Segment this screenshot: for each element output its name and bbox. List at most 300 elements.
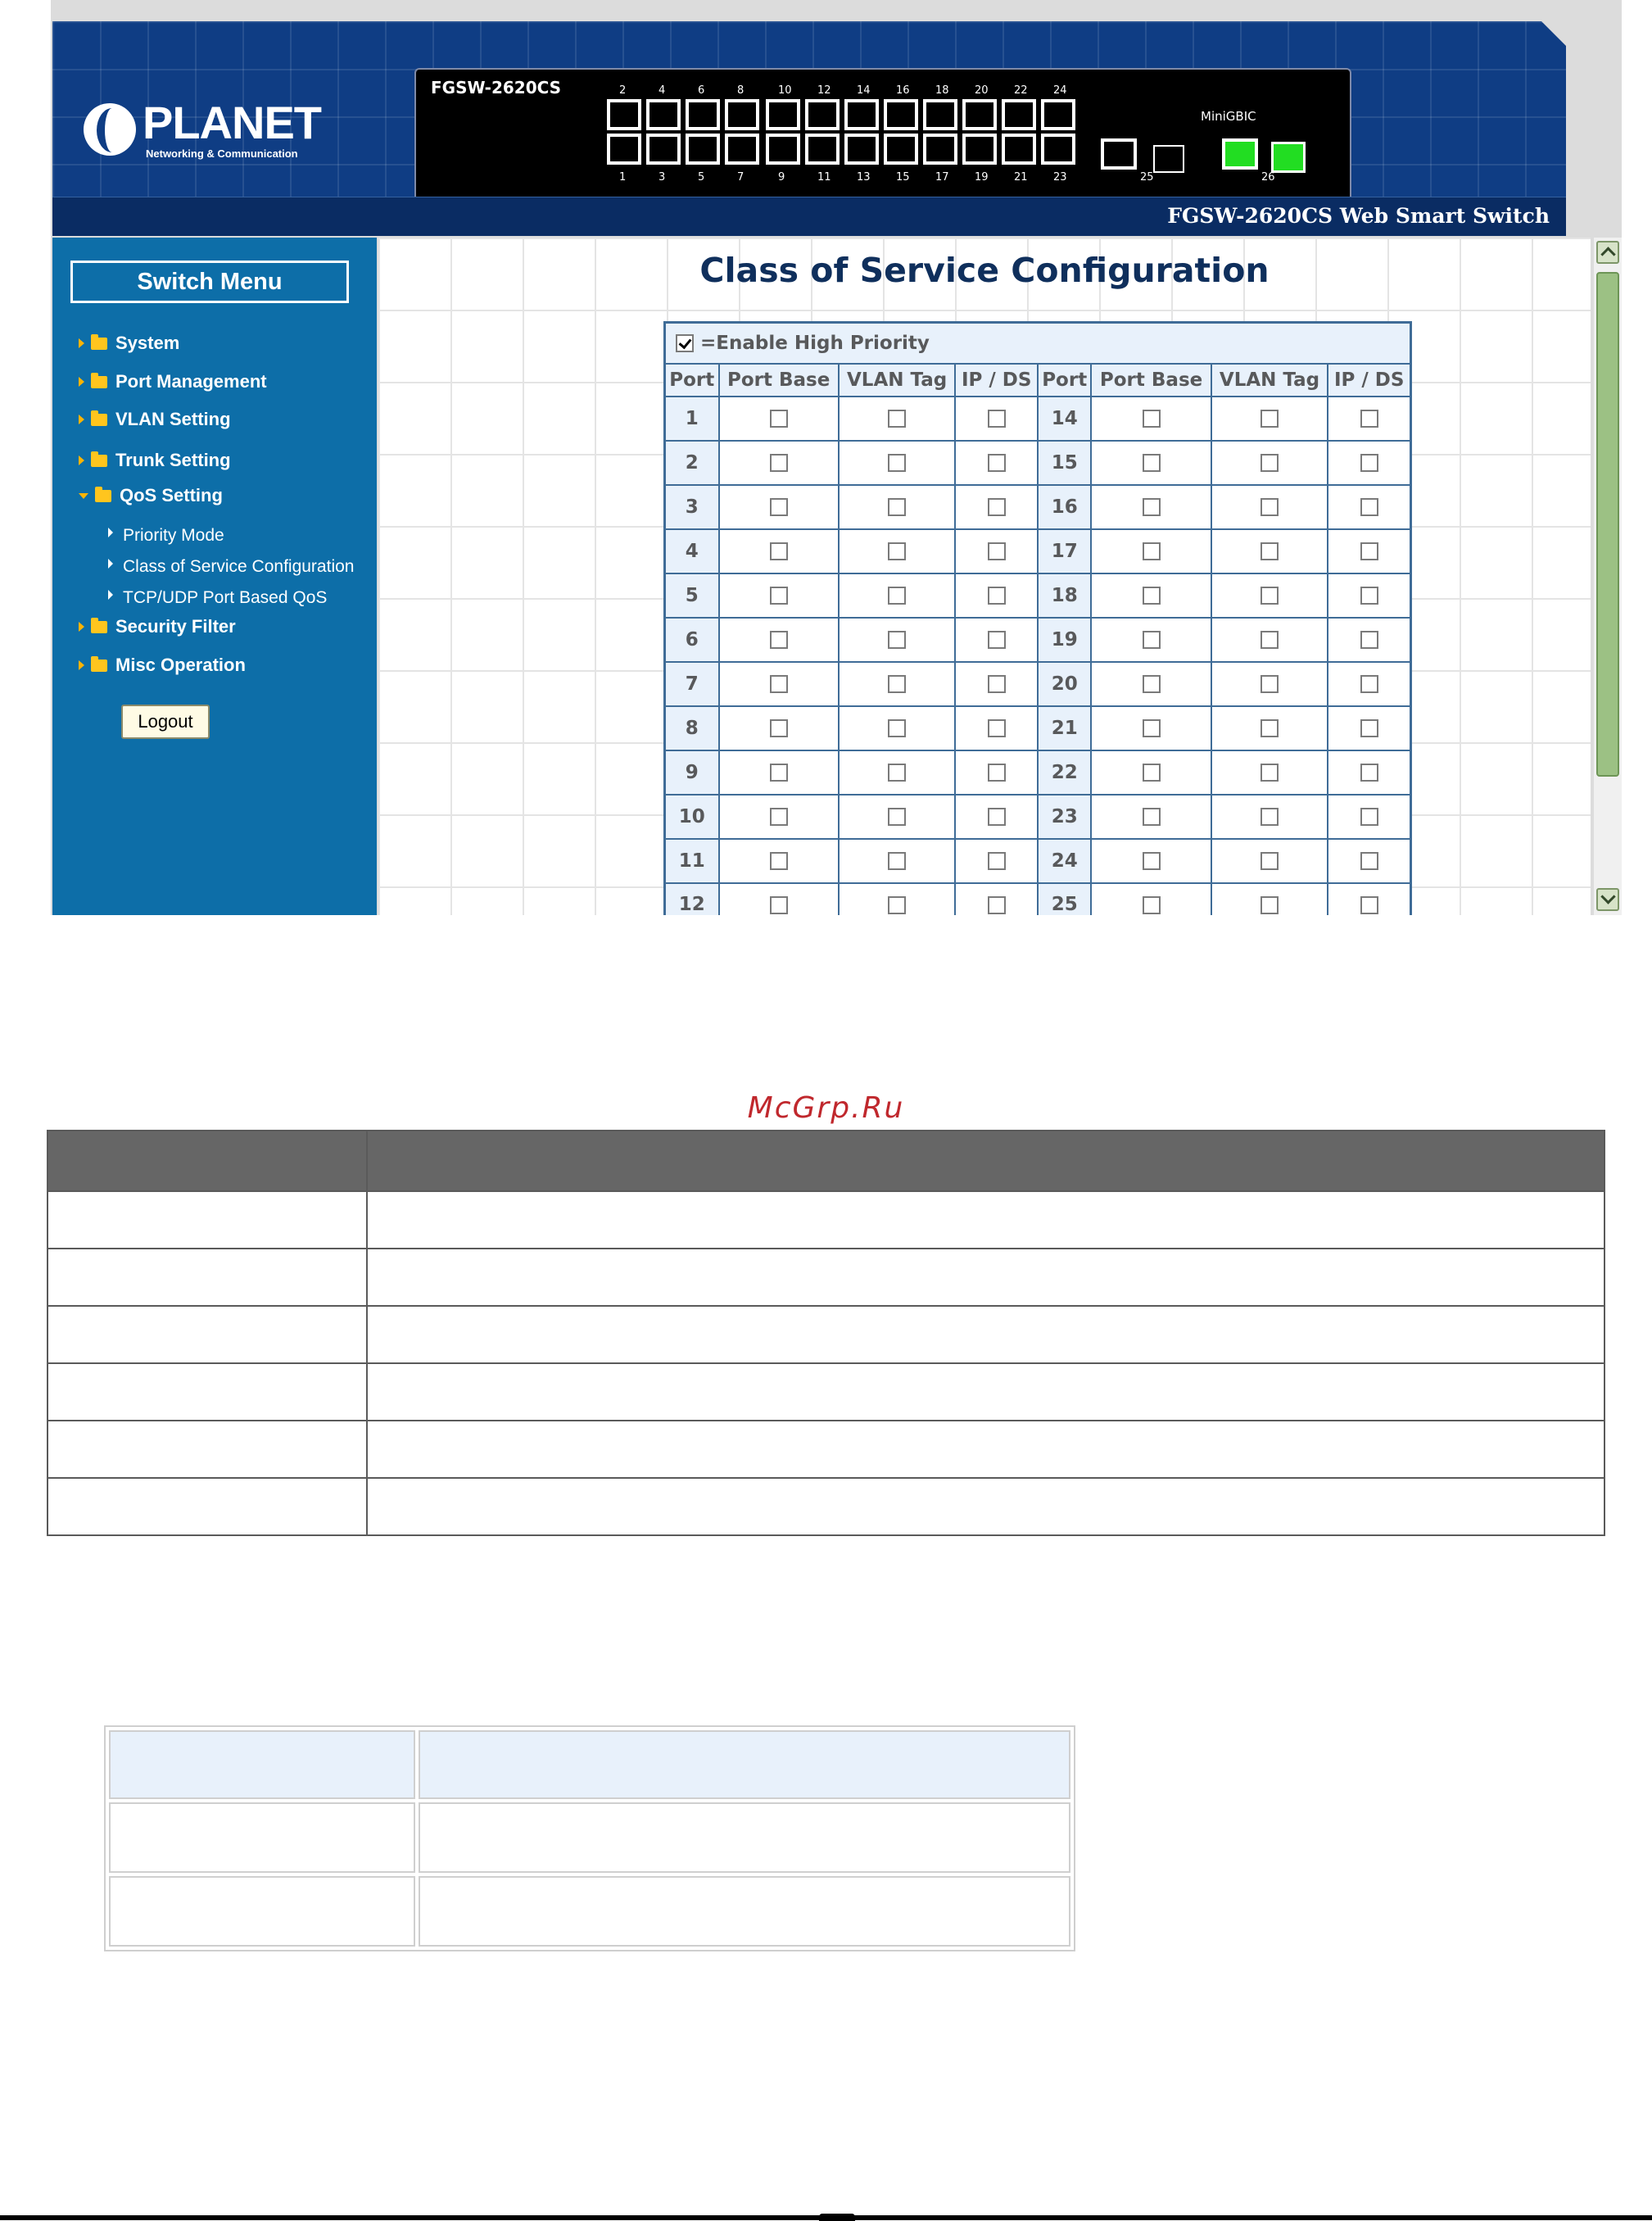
port-number-cell: 9 <box>665 750 719 795</box>
checkbox-cell <box>1211 839 1328 883</box>
ip-ds-checkbox[interactable] <box>988 852 1006 870</box>
port-number-top: 22 <box>1014 84 1028 97</box>
watermark: McGrp.Ru <box>747 1091 905 1125</box>
logo-brand: PLANET <box>143 97 321 148</box>
checkbox-cell <box>955 883 1038 916</box>
port-bottom <box>1041 134 1075 165</box>
menu-item-label: QoS Setting <box>120 485 223 505</box>
arrow-right-icon <box>79 622 84 632</box>
checkbox-cell <box>955 662 1038 706</box>
table-row <box>48 1249 1604 1306</box>
port-number-bottom: 11 <box>817 171 831 184</box>
port-number-cell: 11 <box>665 839 719 883</box>
rj45-port-icon <box>644 99 683 168</box>
port-number-bottom: 7 <box>737 171 745 184</box>
checkbox-cell <box>839 883 956 916</box>
arrow-right-icon <box>79 456 84 465</box>
table-row <box>48 1363 1604 1421</box>
panel-model-label: FGSW-2620CS <box>431 78 562 97</box>
table-row <box>665 441 1411 485</box>
ip-ds-checkbox[interactable] <box>1360 498 1378 516</box>
checkbox-cell <box>1328 441 1410 485</box>
table-cell <box>419 1802 1070 1873</box>
submenu-tcp-udp-qos[interactable] <box>108 588 327 608</box>
logo-tagline: Networking & Communication <box>146 147 298 160</box>
port-number-bottom: 3 <box>659 171 666 184</box>
menu-item-port-management[interactable] <box>79 369 267 394</box>
port-base-checkbox[interactable] <box>770 498 788 516</box>
ip-ds-checkbox[interactable] <box>1360 587 1378 605</box>
port-base-checkbox[interactable] <box>770 808 788 826</box>
folder-icon <box>91 338 107 350</box>
globe-icon <box>84 103 136 156</box>
table-row <box>665 618 1411 662</box>
ip-ds-checkbox[interactable] <box>988 896 1006 914</box>
rj45-port-icon <box>722 99 762 168</box>
ip-ds-checkbox[interactable] <box>988 719 1006 737</box>
vlan-tag-checkbox[interactable] <box>888 631 906 649</box>
description-table <box>47 1130 1605 1536</box>
port-number-top: 14 <box>857 84 871 97</box>
menu-item-label: System <box>115 333 180 353</box>
table-row <box>665 662 1411 706</box>
checkbox-cell <box>1211 795 1328 839</box>
port-number-cell: 14 <box>1038 397 1091 441</box>
vlan-tag-checkbox[interactable] <box>888 498 906 516</box>
port-bottom <box>607 134 641 165</box>
checkbox-cell <box>955 750 1038 795</box>
vlan-tag-checkbox[interactable] <box>888 764 906 782</box>
table-row <box>665 706 1411 750</box>
menu-item-misc-operation[interactable] <box>79 653 246 678</box>
port-number-bottom: 21 <box>1014 171 1028 184</box>
port-base-checkbox[interactable] <box>770 454 788 472</box>
vlan-tag-checkbox[interactable] <box>888 454 906 472</box>
arrow-right-icon <box>79 660 84 670</box>
vlan-tag-checkbox[interactable] <box>888 410 906 428</box>
vlan-tag-checkbox[interactable] <box>1260 454 1279 472</box>
checkbox-cell <box>1211 441 1328 485</box>
checkbox-cell <box>1091 485 1211 529</box>
ip-ds-checkbox[interactable] <box>988 454 1006 472</box>
vlan-tag-checkbox[interactable] <box>1260 675 1279 693</box>
ip-ds-checkbox[interactable] <box>1360 719 1378 737</box>
checkbox-cell <box>839 706 956 750</box>
checkbox-cell <box>839 573 956 618</box>
column-header: Port Base <box>719 364 839 397</box>
submenu-priority-mode[interactable] <box>108 526 224 546</box>
planet-logo <box>84 85 346 167</box>
rj45-port-icon <box>881 99 921 168</box>
port-number-cell: 5 <box>665 573 719 618</box>
port-base-checkbox[interactable] <box>770 631 788 649</box>
port-base-checkbox[interactable] <box>1143 896 1161 914</box>
table-header-row <box>665 364 1411 397</box>
port-26-sfp-icon-active <box>1271 142 1306 173</box>
ip-ds-checkbox[interactable] <box>988 587 1006 605</box>
header-cell <box>48 1131 367 1191</box>
logout-button[interactable]: Logout <box>121 705 210 739</box>
port-number-bottom: 15 <box>896 171 910 184</box>
port-bottom <box>844 134 879 165</box>
port-top <box>686 99 720 130</box>
table-header-row <box>109 1730 1070 1799</box>
vlan-tag-checkbox[interactable] <box>888 587 906 605</box>
menu-item-label: Port Management <box>115 371 267 392</box>
checkbox-cell <box>1211 618 1328 662</box>
port-top <box>607 99 641 130</box>
port-number-bottom: 23 <box>1053 171 1067 184</box>
port-number-top: 10 <box>778 84 792 97</box>
column-header: IP / DS <box>1328 364 1410 397</box>
checkbox-cell <box>719 706 839 750</box>
checkbox-cell <box>1211 750 1328 795</box>
arrow-right-icon <box>79 415 84 424</box>
ip-ds-checkbox[interactable] <box>988 764 1006 782</box>
table-cell <box>367 1249 1604 1306</box>
scroll-up-icon[interactable] <box>1596 241 1619 264</box>
port-base-checkbox[interactable] <box>1143 675 1161 693</box>
submenu-label: Class of Service Configuration <box>123 557 355 576</box>
port-number-bottom: 19 <box>975 171 989 184</box>
port-base-checkbox[interactable] <box>770 852 788 870</box>
port-number-bottom: 5 <box>698 171 705 184</box>
port-base-checkbox[interactable] <box>770 896 788 914</box>
arrow-right-icon <box>79 377 84 387</box>
port-base-checkbox[interactable] <box>770 675 788 693</box>
checkbox-cell <box>1328 795 1410 839</box>
folder-open-icon <box>95 490 111 502</box>
menu-item-qos-setting[interactable] <box>79 483 223 508</box>
table-row <box>665 485 1411 529</box>
checkbox-cell <box>1211 529 1328 573</box>
port-number-cell: 19 <box>1038 618 1091 662</box>
port-number-cell: 7 <box>665 662 719 706</box>
submenu-label: Priority Mode <box>123 526 224 545</box>
port-number-cell: 1 <box>665 397 719 441</box>
port-top <box>884 99 918 130</box>
port-25-copper-icon <box>1101 138 1137 170</box>
vlan-tag-checkbox[interactable] <box>1260 852 1279 870</box>
scroll-down-icon[interactable] <box>1596 888 1619 911</box>
port-number-top: 6 <box>698 84 705 97</box>
table-row <box>665 883 1411 916</box>
folder-icon <box>91 621 107 633</box>
browser-screenshot <box>51 0 1622 915</box>
vlan-tag-checkbox[interactable] <box>888 719 906 737</box>
checkbox-cell <box>719 573 839 618</box>
port-number-cell: 8 <box>665 706 719 750</box>
vlan-tag-checkbox[interactable] <box>1260 410 1279 428</box>
port-base-checkbox[interactable] <box>1143 454 1161 472</box>
menu-item-label: Trunk Setting <box>115 450 231 470</box>
port-number-cell: 22 <box>1038 750 1091 795</box>
port-number-top: 24 <box>1053 84 1067 97</box>
menu-item-system[interactable] <box>79 331 179 356</box>
vlan-tag-checkbox[interactable] <box>888 896 906 914</box>
port-base-checkbox[interactable] <box>770 587 788 605</box>
footer-tab <box>819 2214 855 2221</box>
column-header: Port <box>665 364 719 397</box>
folder-icon <box>91 376 107 388</box>
rj45-port-icon <box>842 99 881 168</box>
table-cell <box>48 1478 367 1535</box>
port-bottom <box>884 134 918 165</box>
checkbox-cell <box>839 397 956 441</box>
header-cell <box>109 1730 415 1799</box>
minigbic-label: MiniGBIC <box>1201 109 1256 124</box>
checkbox-cell <box>1328 883 1410 916</box>
checkbox-cell <box>1211 397 1328 441</box>
submenu-class-of-service[interactable] <box>108 557 354 577</box>
checkbox-cell <box>719 795 839 839</box>
port-base-checkbox[interactable] <box>1143 808 1161 826</box>
port-base-checkbox[interactable] <box>1143 631 1161 649</box>
table-row <box>665 750 1411 795</box>
ip-ds-checkbox[interactable] <box>988 631 1006 649</box>
checkbox-cell <box>1091 441 1211 485</box>
checkbox-cell <box>1328 529 1410 573</box>
vlan-tag-checkbox[interactable] <box>1260 719 1279 737</box>
port-base-checkbox[interactable] <box>1143 719 1161 737</box>
switch-menu <box>52 238 377 915</box>
checkbox-cell <box>1328 573 1410 618</box>
menu-item-trunk-setting[interactable] <box>79 448 231 473</box>
port-number-cell: 6 <box>665 618 719 662</box>
rj45-port-icon <box>683 99 722 168</box>
table-header-row <box>48 1131 1604 1191</box>
table-cell <box>109 1876 415 1947</box>
checkbox-cell <box>1091 573 1211 618</box>
table-cell <box>48 1249 367 1306</box>
ip-ds-checkbox[interactable] <box>988 410 1006 428</box>
checkbox-cell <box>1091 795 1211 839</box>
arrow-down-icon <box>79 493 88 499</box>
vertical-scrollbar[interactable] <box>1594 238 1622 915</box>
ip-ds-checkbox[interactable] <box>1360 675 1378 693</box>
table-cell <box>367 1363 1604 1421</box>
vlan-tag-checkbox[interactable] <box>888 808 906 826</box>
scroll-thumb[interactable] <box>1596 272 1619 777</box>
checkbox-cell <box>1328 750 1410 795</box>
ip-ds-checkbox[interactable] <box>988 808 1006 826</box>
table-row <box>48 1191 1604 1249</box>
table-cell <box>367 1191 1604 1249</box>
port-base-checkbox[interactable] <box>770 764 788 782</box>
vlan-tag-checkbox[interactable] <box>888 675 906 693</box>
rj45-port-icon <box>803 99 842 168</box>
checked-checkbox-icon <box>676 334 694 352</box>
port-number-cell: 15 <box>1038 441 1091 485</box>
port-number-cell: 25 <box>1038 883 1091 916</box>
port-base-checkbox[interactable] <box>1143 852 1161 870</box>
table-row <box>665 529 1411 573</box>
checkbox-cell <box>719 883 839 916</box>
port-number-cell: 12 <box>665 883 719 916</box>
port-base-checkbox[interactable] <box>1143 764 1161 782</box>
ip-ds-checkbox[interactable] <box>1360 896 1378 914</box>
port-number-bottom: 13 <box>857 171 871 184</box>
ip-ds-checkbox[interactable] <box>1360 764 1378 782</box>
checkbox-cell <box>719 618 839 662</box>
table-cell <box>48 1191 367 1249</box>
port-top <box>805 99 840 130</box>
vlan-tag-checkbox[interactable] <box>1260 542 1279 560</box>
checkbox-cell <box>1211 573 1328 618</box>
vlan-tag-checkbox[interactable] <box>1260 498 1279 516</box>
table-row <box>48 1306 1604 1363</box>
checkbox-cell <box>955 795 1038 839</box>
cos-table <box>663 321 1412 915</box>
port-number-top: 12 <box>817 84 831 97</box>
switch-front-panel <box>414 68 1351 204</box>
table-cell <box>367 1306 1604 1363</box>
port-number-top: 20 <box>975 84 989 97</box>
arrow-right-icon <box>79 338 84 348</box>
column-header: VLAN Tag <box>1211 364 1328 397</box>
checkbox-cell <box>839 485 956 529</box>
port-number-cell: 4 <box>665 529 719 573</box>
table-cell <box>367 1478 1604 1535</box>
folder-icon <box>91 455 107 467</box>
port-number-cell: 21 <box>1038 706 1091 750</box>
port-bottom <box>1002 134 1036 165</box>
table-row <box>665 573 1411 618</box>
port-number-top: 4 <box>659 84 666 97</box>
ip-ds-checkbox[interactable] <box>1360 542 1378 560</box>
table-row <box>109 1876 1070 1947</box>
vlan-tag-checkbox[interactable] <box>1260 896 1279 914</box>
port-number-top: 18 <box>935 84 949 97</box>
folder-icon <box>91 414 107 426</box>
port-bottom <box>766 134 800 165</box>
port-base-checkbox[interactable] <box>770 719 788 737</box>
port-number-top: 8 <box>737 84 745 97</box>
checkbox-cell <box>719 397 839 441</box>
checkbox-cell <box>839 795 956 839</box>
checkbox-cell <box>839 750 956 795</box>
legend-cell <box>665 323 1411 364</box>
checkbox-cell <box>1211 485 1328 529</box>
checkbox-cell <box>719 485 839 529</box>
folder-icon <box>91 660 107 672</box>
port-number-cell: 18 <box>1038 573 1091 618</box>
port-number-cell: 2 <box>665 441 719 485</box>
checkbox-cell <box>839 839 956 883</box>
ip-ds-checkbox[interactable] <box>1360 631 1378 649</box>
column-header: Port Base <box>1091 364 1211 397</box>
vlan-tag-checkbox[interactable] <box>888 542 906 560</box>
port-base-checkbox[interactable] <box>1143 542 1161 560</box>
checkbox-cell <box>719 839 839 883</box>
checkbox-cell <box>955 529 1038 573</box>
menu-item-label: Security Filter <box>115 616 236 637</box>
vlan-tag-checkbox[interactable] <box>888 852 906 870</box>
port-top <box>1041 99 1075 130</box>
bullet-triangle-icon <box>108 528 113 537</box>
checkbox-cell <box>719 441 839 485</box>
ip-ds-checkbox[interactable] <box>1360 808 1378 826</box>
checkbox-cell <box>719 750 839 795</box>
port-group <box>921 99 1078 168</box>
switch-title: FGSW-2620CS Web Smart Switch <box>1167 204 1550 228</box>
header-cell <box>367 1131 1604 1191</box>
ip-ds-checkbox[interactable] <box>1360 454 1378 472</box>
ip-ds-checkbox[interactable] <box>1360 410 1378 428</box>
vlan-tag-checkbox[interactable] <box>1260 808 1279 826</box>
port-bottom <box>686 134 720 165</box>
checkbox-cell <box>1091 529 1211 573</box>
checkbox-cell <box>1091 839 1211 883</box>
checkbox-cell <box>955 706 1038 750</box>
checkbox-cell <box>1091 750 1211 795</box>
port-25-label: 25 <box>1140 171 1154 184</box>
vlan-tag-checkbox[interactable] <box>1260 587 1279 605</box>
port-number-cell: 23 <box>1038 795 1091 839</box>
port-26-label: 26 <box>1261 171 1275 184</box>
checkbox-cell <box>1211 883 1328 916</box>
checkbox-cell <box>839 618 956 662</box>
table-row <box>48 1421 1604 1478</box>
port-number-top: 2 <box>619 84 627 97</box>
port-base-checkbox[interactable] <box>1143 498 1161 516</box>
menu-item-security-filter[interactable] <box>79 614 236 639</box>
vlan-tag-checkbox[interactable] <box>1260 631 1279 649</box>
menu-item-vlan-setting[interactable] <box>79 407 231 432</box>
table-body <box>665 397 1411 916</box>
column-header: VLAN Tag <box>839 364 956 397</box>
port-bottom <box>646 134 681 165</box>
rj45-port-icon <box>999 99 1039 168</box>
ip-ds-checkbox[interactable] <box>988 498 1006 516</box>
port-top <box>646 99 681 130</box>
submenu-label: TCP/UDP Port Based QoS <box>123 588 328 607</box>
port-base-checkbox[interactable] <box>1143 587 1161 605</box>
legend-text: =Enable High Priority <box>700 332 930 354</box>
port-base-checkbox[interactable] <box>770 410 788 428</box>
rj45-port-icon <box>763 99 803 168</box>
ip-ds-checkbox[interactable] <box>988 542 1006 560</box>
port-base-checkbox[interactable] <box>1143 410 1161 428</box>
rj45-port-icon <box>921 99 960 168</box>
port-group <box>604 99 762 168</box>
vlan-tag-checkbox[interactable] <box>1260 764 1279 782</box>
port-base-checkbox[interactable] <box>770 542 788 560</box>
checkbox-cell <box>955 397 1038 441</box>
title-bar <box>52 197 1566 236</box>
table-cell <box>48 1363 367 1421</box>
checkbox-cell <box>1091 883 1211 916</box>
content-area <box>378 238 1591 915</box>
port-number-cell: 3 <box>665 485 719 529</box>
ip-ds-checkbox[interactable] <box>1360 852 1378 870</box>
port-number-bottom: 17 <box>935 171 949 184</box>
ip-ds-checkbox[interactable] <box>988 675 1006 693</box>
port-top <box>844 99 879 130</box>
page-title: Class of Service Configuration <box>699 251 1270 290</box>
table-cell <box>48 1421 367 1478</box>
table-row <box>665 795 1411 839</box>
checkbox-cell <box>1328 662 1410 706</box>
checkbox-cell <box>719 662 839 706</box>
table-row <box>665 397 1411 441</box>
checkbox-cell <box>955 618 1038 662</box>
checkbox-cell <box>1211 662 1328 706</box>
port-top <box>1002 99 1036 130</box>
port-number-bottom: 1 <box>619 171 627 184</box>
port-top <box>962 99 997 130</box>
port-bottom <box>805 134 840 165</box>
